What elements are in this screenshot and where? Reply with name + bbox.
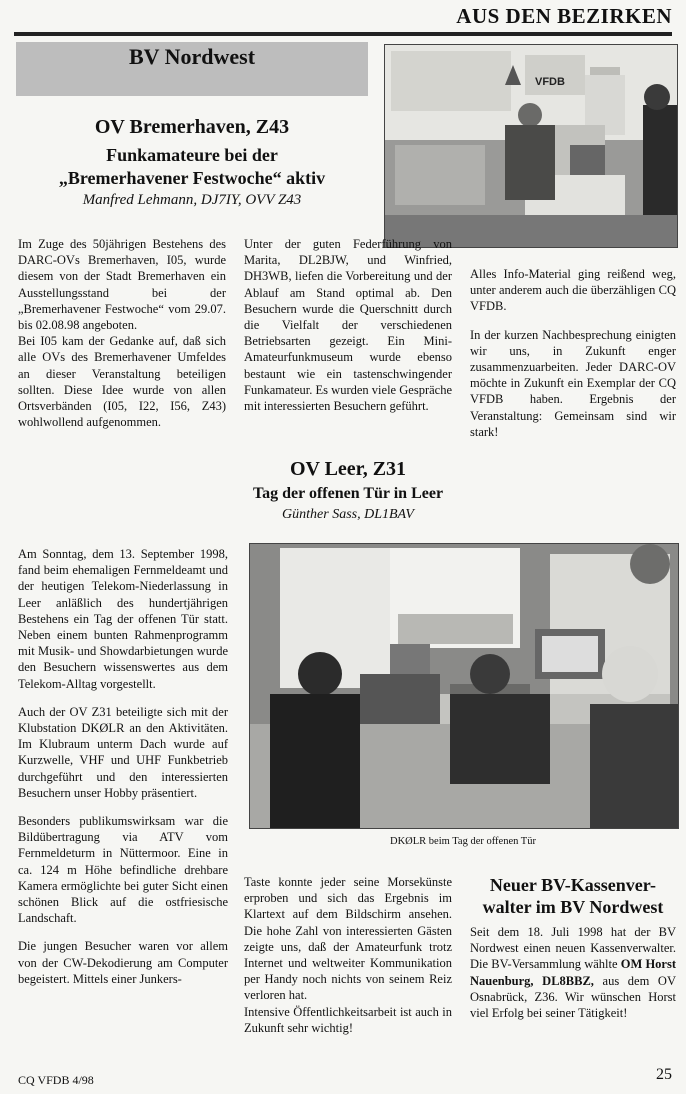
article2-col1-para2: Auch der OV Z31 beteiligte sich mit der Klubstation DKØLR an den Aktivitäten. Im Klubraum unterm Dach wurde auf Kurzwelle, VHF und UHF Funkbetrieb durchgeführt und den interessierten Besuchern unser Hobby präsentiert.	[18, 704, 228, 800]
bv-banner	[16, 42, 368, 96]
header-rule	[14, 32, 672, 36]
article1-column1	[18, 236, 226, 442]
sidebar-text-1: Seit dem 18. Juli 1998 hat der BV Nordwest einen neuen Kassenverwalter. Die BV-Versammlung wählte	[470, 925, 676, 972]
article2-col1-para3: Besonders publikumswirksam war die Bildübertragung via ATV vom Fernmeldeturm in Nüttermoor. Eine in ca. 124 m Höhe befindliche drehbare Kamera ermöglichte bei guter Sicht einen schönen Blick auf die ostfriesische Landschaft.	[18, 814, 228, 926]
article2-column2	[244, 874, 452, 1048]
footer-issue: CQ VFDB 4/98	[18, 1073, 94, 1087]
article1-subtitle-line1: Funkamateure bei der	[106, 145, 278, 165]
bv-title: BV Nordwest	[128, 44, 256, 69]
article2-col2-para1: Taste konnte jeder seine Morsekünste erproben und sich das Ergebnis im Klartext auf dem Bildschirm ansehen. Die hohe Zahl von interessierten Gästen zeigte uns, daß der Amateurfunk trotz Internet und weltweiter Kommunikation per Handy noch nichts von seinem Reiz verloren hat.	[244, 875, 452, 1003]
article1-col1-para2: Bei I05 kam der Gedanke auf, daß sich alle OVs des Bremerhavener Umfeldes an dieser Veranstaltung beteiligen sollten. Diese Idee wurde von allen Ortsverbänden (I05, I22, I56, Z43) wohlwollend aufgenommen.	[18, 334, 226, 430]
sidebar-title-line1: Neuer BV-Kassenver-	[489, 875, 657, 895]
article1-col1-para1: Im Zuge des 50jährigen Bestehens des DARC-OVs Bremerhaven, I05, wurde diesem von der Stadt Bremerhaven ein Ausstellungsstand bei der „Bremerhavener Festwoche“ vom 29.07. bis 02.08.98 angeboten.	[18, 237, 226, 333]
article2-subtitle: Tag der offenen Tür in Leer	[252, 485, 444, 502]
sidebar-text-2: aus dem OV Osnabrück, Z36.	[470, 973, 676, 1004]
article1-col3-para2: In der kurzen Nachbesprechung einigten wir uns, in Zukunft enger zusammenzuarbeiten. Jeder DARC-OV möchte in Zukunft ein Exemplar der CQ VFDB haben. Ergebnis der Veranstaltung: Gemeinsam sind wir stark!	[470, 327, 676, 439]
sidebar-title-line2: walter im BV Nordwest	[482, 897, 664, 917]
vfdb-sign: VFDB	[535, 76, 565, 88]
article1-column3	[470, 266, 676, 452]
sidebar-text-3: Wir wünschen Horst viel Erfolg bei seiner Tätigkeit!	[470, 989, 676, 1021]
sidebar-box	[470, 874, 676, 1021]
club-station-photo	[249, 543, 679, 829]
article1-column2	[244, 236, 452, 426]
article1-col2-para1: Unter der guten Federführung von Marita, DL2BJW, und Winfried, DH3WB, liefen die Vorbereitung und der Ablauf am Stand optimal ab. Den Besuchern wurde die Querschnitt durch die Vielfalt der verschiedenen Betriebsarten gezeigt. Ein Mini-Amateurfunkmuseum wurde ebenso bestaunt wie ein tastenschwingender Funkamateur. Es wurden viele Gespräche mit interessierten Besuchern geführt.	[244, 237, 452, 414]
sidebar-highlight: OM Horst Nauenburg, DL8BBZ,	[470, 957, 677, 988]
article1-col3-para1: Alles Info-Material ging reißend weg, unter anderem auch die überzähligen CQ VFDB.	[470, 267, 676, 314]
article1-author: Manfred Lehmann, DJ7IY, OVV Z43	[82, 192, 302, 208]
article2-col1-para1: Am Sonntag, dem 13. September 1998, fand beim ehemaligen Fernmeldeamt und der heutigen Telekom-Niederlassung in Leer anläßlich des hundertjährigen Bestehens ein Tag der offenen Tür statt. Neben einem bunten Rahmenprogramm mit Musik- und Showdarbietungen wurde den Besuchern wissenswertes aus dem Telekom-Alltag vorgestellt.	[18, 547, 228, 691]
article1-subtitle-line2: „Bremerhavener Festwoche“ aktiv	[58, 168, 326, 188]
section-heading: AUS DEN BEZIRKEN	[456, 4, 672, 28]
article2-col2-para2: Intensive Öffentlichkeitsarbeit ist auch in Zukunft sehr wichtig!	[244, 1004, 452, 1035]
sidebar-text	[470, 924, 676, 1021]
page-number: 25	[656, 1066, 672, 1083]
article2-column1	[18, 546, 228, 999]
article2-col1-para4: Die jungen Besucher waren vor allem von der CW-Dekodierung am Computer begeistert. Mittels einer Junkers-	[18, 939, 228, 986]
article2-title: OV Leer, Z31	[289, 458, 407, 480]
article2-author: Günther Sass, DL1BAV	[282, 507, 414, 522]
exhibition-stand-photo	[384, 44, 678, 248]
article1-title: OV Bremerhaven, Z43	[94, 116, 290, 138]
photo-caption: DKØLR beim Tag der offenen Tür	[390, 836, 536, 847]
